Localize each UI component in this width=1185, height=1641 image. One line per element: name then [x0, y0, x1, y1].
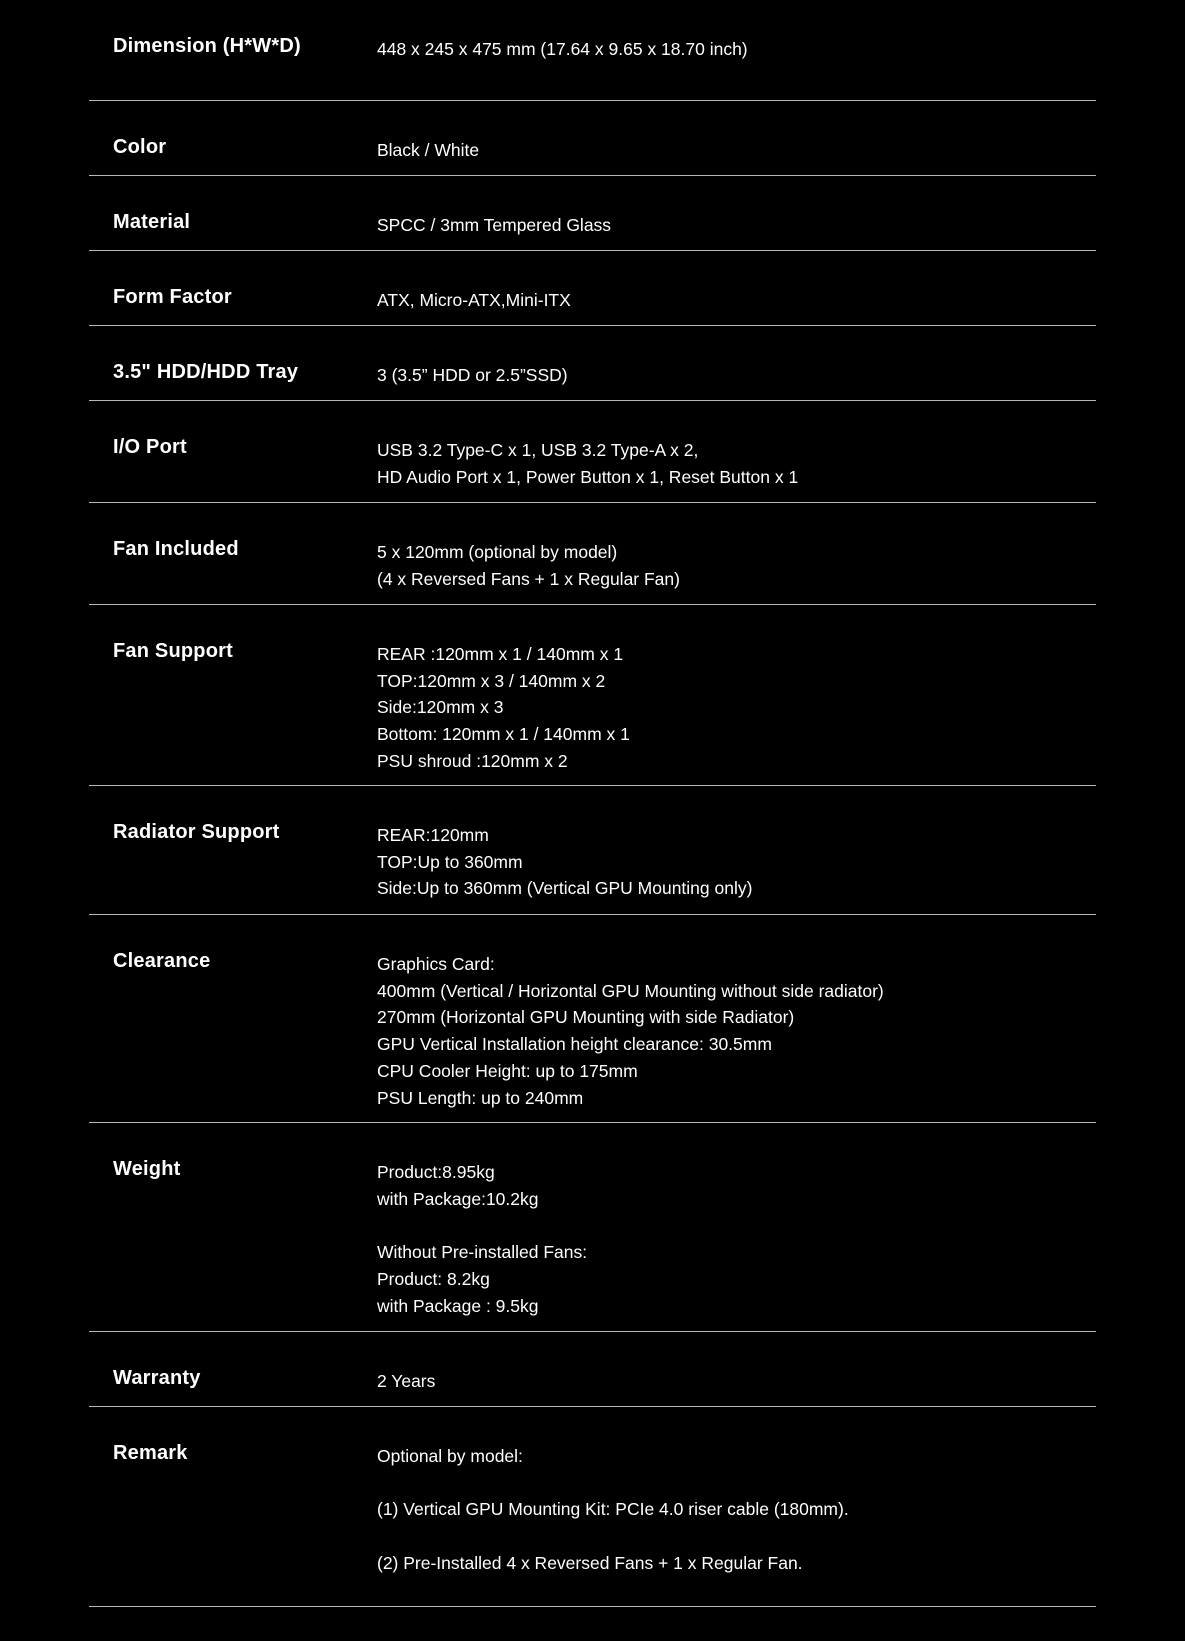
spec-row: [89, 0, 1096, 101]
spec-label: Warranty: [113, 1367, 201, 1389]
spec-row: [89, 503, 1096, 605]
spec-label: Color: [113, 136, 167, 158]
spec-value-line: Optional by model:: [377, 1446, 523, 1466]
spec-value-line: Side:Up to 360mm (Vertical GPU Mounting only): [377, 878, 753, 899]
spec-value-line: GPU Vertical Installation height clearance: 30.5mm: [377, 1034, 772, 1055]
spec-value-line: 3 (3.5” HDD or 2.5”SSD): [377, 365, 568, 385]
spec-value-line: USB 3.2 Type-C x 1, USB 3.2 Type-A x 2,: [377, 440, 699, 460]
spec-label: Clearance: [113, 950, 211, 972]
spec-value-line: 270mm (Horizontal GPU Mounting with side Radiator): [377, 1007, 795, 1028]
spec-table: [89, 0, 1096, 1607]
spec-value: [377, 434, 1096, 502]
spec-value: [377, 359, 1096, 400]
spec-row: [89, 1407, 1096, 1607]
spec-value: [377, 1365, 1096, 1406]
spec-row: [89, 786, 1096, 915]
spec-value-line: [377, 1523, 1096, 1550]
spec-row: [89, 176, 1096, 251]
spec-value-line: Product:8.95kg: [377, 1162, 495, 1182]
spec-value-line: REAR :120mm x 1 / 140mm x 1: [377, 644, 624, 664]
spec-value: [377, 536, 1096, 604]
spec-value-line: TOP:Up to 360mm: [377, 851, 523, 872]
spec-label: Radiator Support: [113, 821, 280, 843]
spec-row: [89, 1332, 1096, 1407]
spec-value-line: Black / White: [377, 140, 480, 160]
spec-label: Fan Included: [113, 538, 239, 560]
spec-label: Weight: [113, 1158, 181, 1180]
spec-value-line: PSU Length: up to 240mm: [377, 1087, 584, 1108]
spec-value: [377, 284, 1096, 325]
spec-value-line: CPU Cooler Height: up to 175mm: [377, 1060, 638, 1081]
spec-label: Form Factor: [113, 286, 232, 308]
spec-value-line: with Package:10.2kg: [377, 1188, 539, 1209]
spec-value-line: (4 x Reversed Fans + 1 x Regular Fan): [377, 568, 680, 589]
spec-label: Remark: [113, 1442, 188, 1464]
spec-value: [377, 209, 1096, 250]
spec-value-line: Graphics Card:: [377, 954, 495, 974]
spec-value: [377, 819, 1096, 914]
spec-value-line: Bottom: 120mm x 1 / 140mm x 1: [377, 724, 630, 745]
spec-label: Material: [113, 211, 191, 233]
spec-value-line: HD Audio Port x 1, Power Button x 1, Reset Button x 1: [377, 466, 799, 487]
spec-value-line: Without Pre-installed Fans:: [377, 1242, 588, 1263]
spec-row: [89, 605, 1096, 786]
spec-value-line: Product: 8.2kg: [377, 1268, 490, 1289]
spec-value-line: Side:120mm x 3: [377, 697, 504, 718]
spec-value-line: TOP:120mm x 3 / 140mm x 2: [377, 670, 606, 691]
spec-value-line: (1) Vertical GPU Mounting Kit: PCIe 4.0 riser cable (180mm).: [377, 1499, 849, 1520]
spec-row: [89, 101, 1096, 176]
spec-value-line: 5 x 120mm (optional by model): [377, 542, 618, 562]
spec-value-line: with Package : 9.5kg: [377, 1295, 539, 1316]
spec-value-line: [377, 1470, 1096, 1497]
spec-row: [89, 251, 1096, 326]
spec-row: [89, 401, 1096, 503]
spec-row: [89, 1123, 1096, 1332]
spec-value-line: REAR:120mm: [377, 825, 489, 845]
spec-value-line: SPCC / 3mm Tempered Glass: [377, 215, 612, 235]
spec-value: [377, 1440, 1096, 1606]
spec-label: Fan Support: [113, 640, 233, 662]
spec-value-line: ATX, Micro-ATX,Mini-ITX: [377, 290, 571, 310]
spec-value-line: 2 Years: [377, 1371, 436, 1391]
spec-label: 3.5" HDD/HDD Tray: [113, 361, 299, 383]
spec-value-line: 448 x 245 x 475 mm (17.64 x 9.65 x 18.70 inch): [377, 39, 748, 59]
spec-value: [377, 638, 1096, 785]
spec-value: [377, 33, 1096, 100]
spec-row: [89, 326, 1096, 401]
spec-value-line: (2) Pre-Installed 4 x Reversed Fans + 1 x Regular Fan.: [377, 1552, 803, 1573]
spec-value: [377, 1156, 1096, 1331]
spec-label: Dimension (H*W*D): [113, 35, 301, 57]
spec-value-line: [377, 1212, 1096, 1239]
spec-value: [377, 134, 1096, 175]
spec-value-line: PSU shroud :120mm x 2: [377, 750, 568, 771]
spec-label: I/O Port: [113, 436, 187, 458]
spec-value-line: 400mm (Vertical / Horizontal GPU Mounting without side radiator): [377, 980, 884, 1001]
spec-row: [89, 915, 1096, 1123]
spec-value: [377, 948, 1096, 1122]
